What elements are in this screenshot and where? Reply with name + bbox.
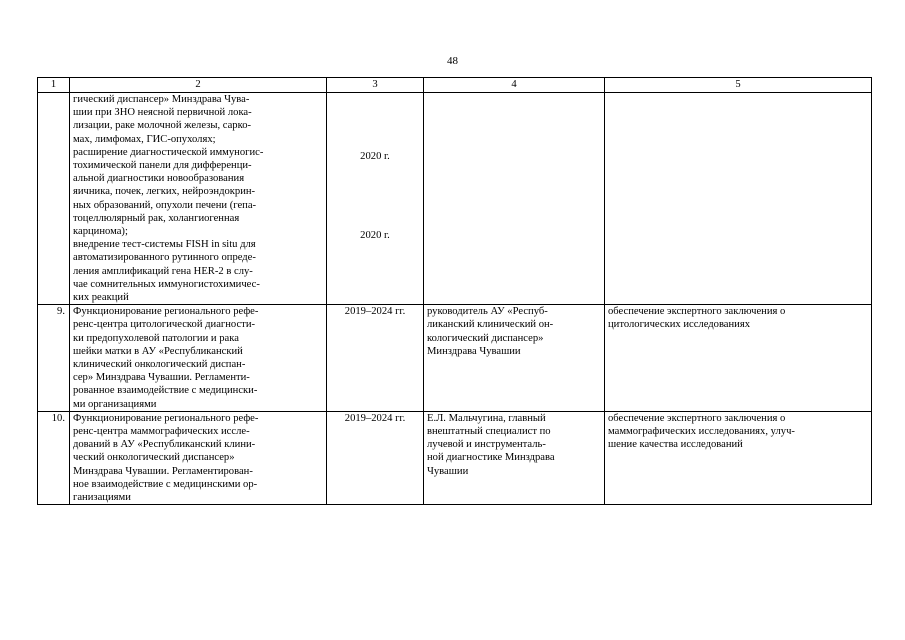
table-row <box>38 93 872 305</box>
implementation-period: 2019–2024 гг. <box>327 305 424 412</box>
measure-description <box>70 93 327 305</box>
header-col-3: 3 <box>327 78 424 93</box>
description-line: сер» Минздрава Чувашии. Регламенти- <box>73 372 250 384</box>
responsible-line: ной диагностике Минздрава <box>427 452 555 464</box>
description-line: лизации, раке молочной железы, сарко- <box>73 120 252 132</box>
result-line: цитологических исследованиях <box>608 319 751 331</box>
description-line: тоцеллюлярный рак, холангиогенная <box>73 212 240 224</box>
description-line: ное взаимодействие с медицинскими ор- <box>73 478 258 490</box>
description-line: внедрение тест-системы FISH in situ для <box>73 239 256 251</box>
responsible-line: Минздрава Чувашии <box>427 345 521 357</box>
description-line: ных образований, опухоли печени (гепа- <box>73 199 257 211</box>
row-number <box>38 93 70 305</box>
responsible-line: Е.Л. Мальчугина, главный <box>427 412 546 424</box>
responsible-line: Чувашии <box>427 465 469 477</box>
measure-description <box>70 411 327 504</box>
responsible-line: руководитель АУ «Респуб- <box>427 306 548 318</box>
description-line: ренс-центра цитологической диагности- <box>73 319 256 331</box>
implementation-period: 2019–2024 гг. <box>327 411 424 504</box>
table-row <box>38 411 872 504</box>
header-col-2: 2 <box>70 78 327 93</box>
implementation-period <box>327 93 424 305</box>
result-line: обеспечение экспертного заключения о <box>608 306 786 318</box>
description-line: ких реакций <box>73 292 129 304</box>
responsible-line: кологический диспансер» <box>427 332 544 344</box>
header-col-4: 4 <box>424 78 605 93</box>
expected-result <box>605 305 872 412</box>
description-line: ки предопухолевой патологии и рака <box>73 332 239 344</box>
responsible-executor <box>424 305 605 412</box>
responsible-line: лучевой и инструменталь- <box>427 439 546 451</box>
description-line: яичника, почек, легких, нейроэндокрин- <box>73 186 256 198</box>
responsible-line: внештатный специалист по <box>427 426 551 438</box>
expected-result <box>605 93 872 305</box>
period-value: 2020 г. <box>360 230 390 242</box>
page-number: 48 <box>447 55 458 67</box>
row-number: 10. <box>38 411 70 504</box>
description-line: чае сомнительных иммуногистохимичес- <box>73 278 260 290</box>
responsible-executor <box>424 93 605 305</box>
period-value: 2020 г. <box>360 151 390 162</box>
responsible-line: ликанский клинический он- <box>427 319 554 331</box>
description-line: тохимической панели для дифференци- <box>73 160 252 172</box>
description-line: расширение диагностической иммуногис- <box>73 146 264 158</box>
expected-result <box>605 411 872 504</box>
header-col-1: 1 <box>38 78 70 93</box>
responsible-executor <box>424 411 605 504</box>
description-line: мах, лимфомах, ГИС-опухолях; <box>73 133 216 145</box>
header-col-5: 5 <box>605 78 872 93</box>
description-line: карцинома); <box>73 226 128 238</box>
description-line: дований в АУ «Республиканский клини- <box>73 439 256 451</box>
measures-table <box>37 77 872 505</box>
description-line: ческий онкологический диспансер» <box>73 452 235 464</box>
result-line: шение качества исследований <box>608 439 743 451</box>
measure-description <box>70 305 327 412</box>
description-line: Функционирование регионального рефе- <box>73 412 259 424</box>
description-line: Минздрава Чувашии. Регламентирован- <box>73 465 253 477</box>
row-number: 9. <box>38 305 70 412</box>
description-line: шейки матки в АУ «Республиканский <box>73 345 243 357</box>
description-line: автоматизированного рутинного опреде- <box>73 252 256 264</box>
description-line: ления амплификаций гена HER-2 в слу- <box>73 265 253 277</box>
description-line: альной диагностики новообразования <box>73 173 245 185</box>
description-line: клинический онкологический диспан- <box>73 359 246 371</box>
description-line: Функционирование регионального рефе- <box>73 306 259 318</box>
description-line: ренс-центра маммографических иссле- <box>73 426 250 438</box>
table-header-row <box>38 78 872 93</box>
description-line: шии при ЗНО неясной первичной лока- <box>73 107 252 119</box>
description-line: рованное взаимодействие с медицински- <box>73 385 258 397</box>
table-row <box>38 305 872 412</box>
description-line: ми организациями <box>73 398 157 410</box>
description-line: ганизациями <box>73 492 131 504</box>
result-line: обеспечение экспертного заключения о <box>608 412 786 424</box>
description-line: гический диспансер» Минздрава Чува- <box>73 94 250 105</box>
result-line: маммографических исследованиях, улуч- <box>608 426 795 438</box>
